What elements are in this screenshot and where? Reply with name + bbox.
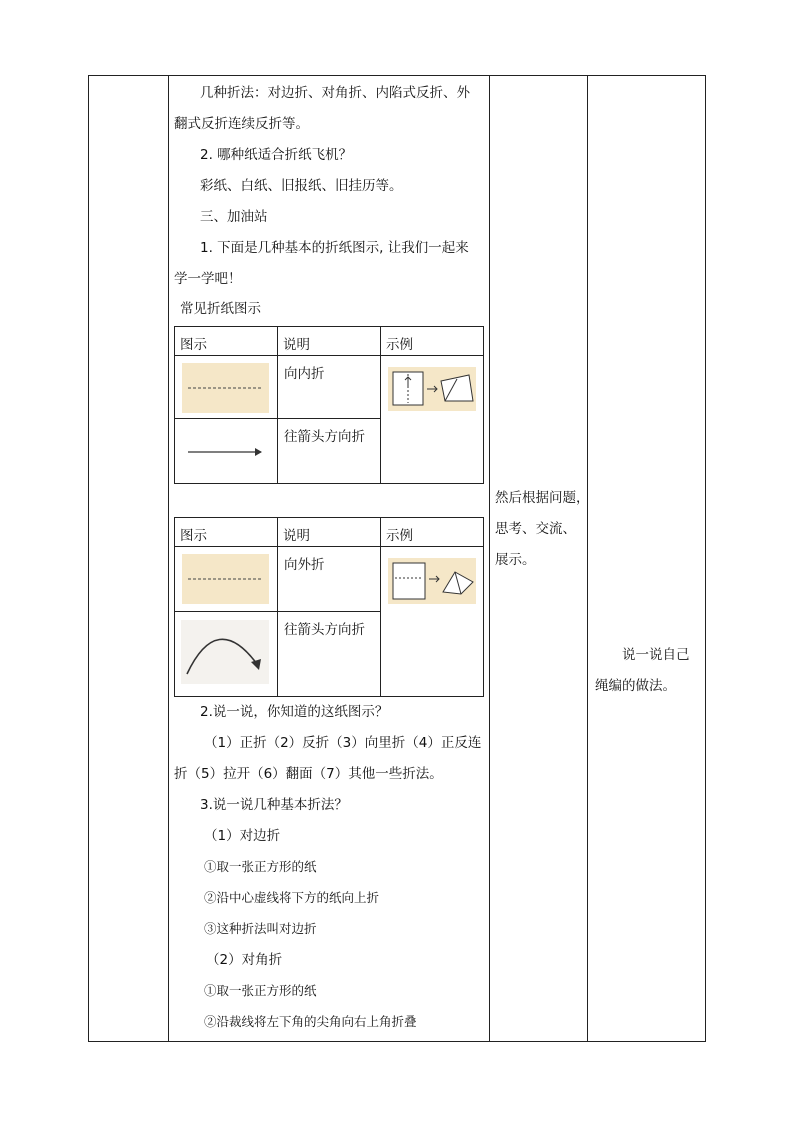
curved-arrow-icon [181, 620, 269, 684]
diagonal-fold-step: ②沿裁线将左下角的尖角向右上角折叠 [204, 1014, 417, 1029]
mountain-fold-cell [175, 547, 278, 612]
header-cell: 示例 [381, 518, 484, 547]
edge-fold-step: ③这种折法叫对边折 [204, 921, 317, 936]
column-divider [168, 76, 169, 1041]
say-question-1: 2.说一说，你知道的这纸图示？ [200, 704, 389, 720]
say-answer-1-cont: 折（5）拉开（6）翻面（7）其他一些折法。 [174, 766, 443, 782]
student-activity-text: 思考、交流、 [495, 521, 576, 537]
dashed-line-icon [182, 554, 269, 604]
fold-diagram-table [174, 517, 484, 697]
methods-text: 几种折法：对边折、对角折、内陷式反折、外 [200, 85, 470, 101]
section-heading: 三、加油站 [200, 209, 268, 225]
edge-fold-step: ②沿中心虚线将下方的纸向上折 [204, 890, 380, 905]
column-divider [587, 76, 588, 1041]
edge-fold-step: ①取一张正方形的纸 [204, 859, 317, 874]
item-1: 1. 下面是几种基本的折纸图示, 让我们一起来 [200, 240, 469, 256]
fold-diagram-table [174, 326, 484, 484]
desc-cell: 向外折 [278, 547, 381, 612]
design-note-text: 绳编的做法。 [595, 678, 676, 694]
table-caption: 常见折纸图示 [180, 301, 261, 317]
column-divider [489, 76, 490, 1041]
valley-fold-example-icon [385, 363, 485, 423]
desc-cell: 往箭头方向折 [278, 612, 381, 697]
desc-cell: 往箭头方向折 [278, 419, 381, 484]
student-activity-text: 然后根据问题， [495, 490, 590, 506]
arrow-fold-cell [175, 419, 278, 484]
valley-fold-cell [175, 356, 278, 419]
dashed-line-icon [182, 363, 269, 413]
item-1-cont: 学一学吧！ [174, 271, 242, 287]
desc-cell: 向内折 [278, 356, 381, 419]
question-2-answer: 彩纸、白纸、旧报纸、旧挂历等。 [200, 178, 403, 194]
diagonal-fold-title: （2）对角折 [206, 952, 283, 968]
student-activity-text: 展示。 [495, 552, 536, 568]
header-cell: 示例 [381, 327, 484, 356]
diagonal-fold-step: ①取一张正方形的纸 [204, 983, 317, 998]
mountain-fold-example-icon [385, 554, 485, 614]
curved-arrow-cell [175, 612, 278, 697]
question-2: 2. 哪种纸适合折纸飞机？ [200, 147, 353, 163]
methods-text-cont: 翻式反折连续反折等。 [174, 116, 309, 132]
example-cell [381, 547, 484, 697]
edge-fold-title: （1）对边折 [204, 828, 281, 844]
example-cell [381, 356, 484, 484]
header-cell: 说明 [278, 518, 381, 547]
header-cell: 图示 [175, 327, 278, 356]
straight-arrow-icon [175, 419, 275, 479]
say-answer-1: （1）正折（2）反折（3）向里折（4）正反连 [204, 735, 482, 751]
say-question-2: 3.说一说几种基本折法？ [200, 797, 348, 813]
design-note-text: 说一说自己 [622, 647, 690, 663]
header-cell: 图示 [175, 518, 278, 547]
header-cell: 说明 [278, 327, 381, 356]
